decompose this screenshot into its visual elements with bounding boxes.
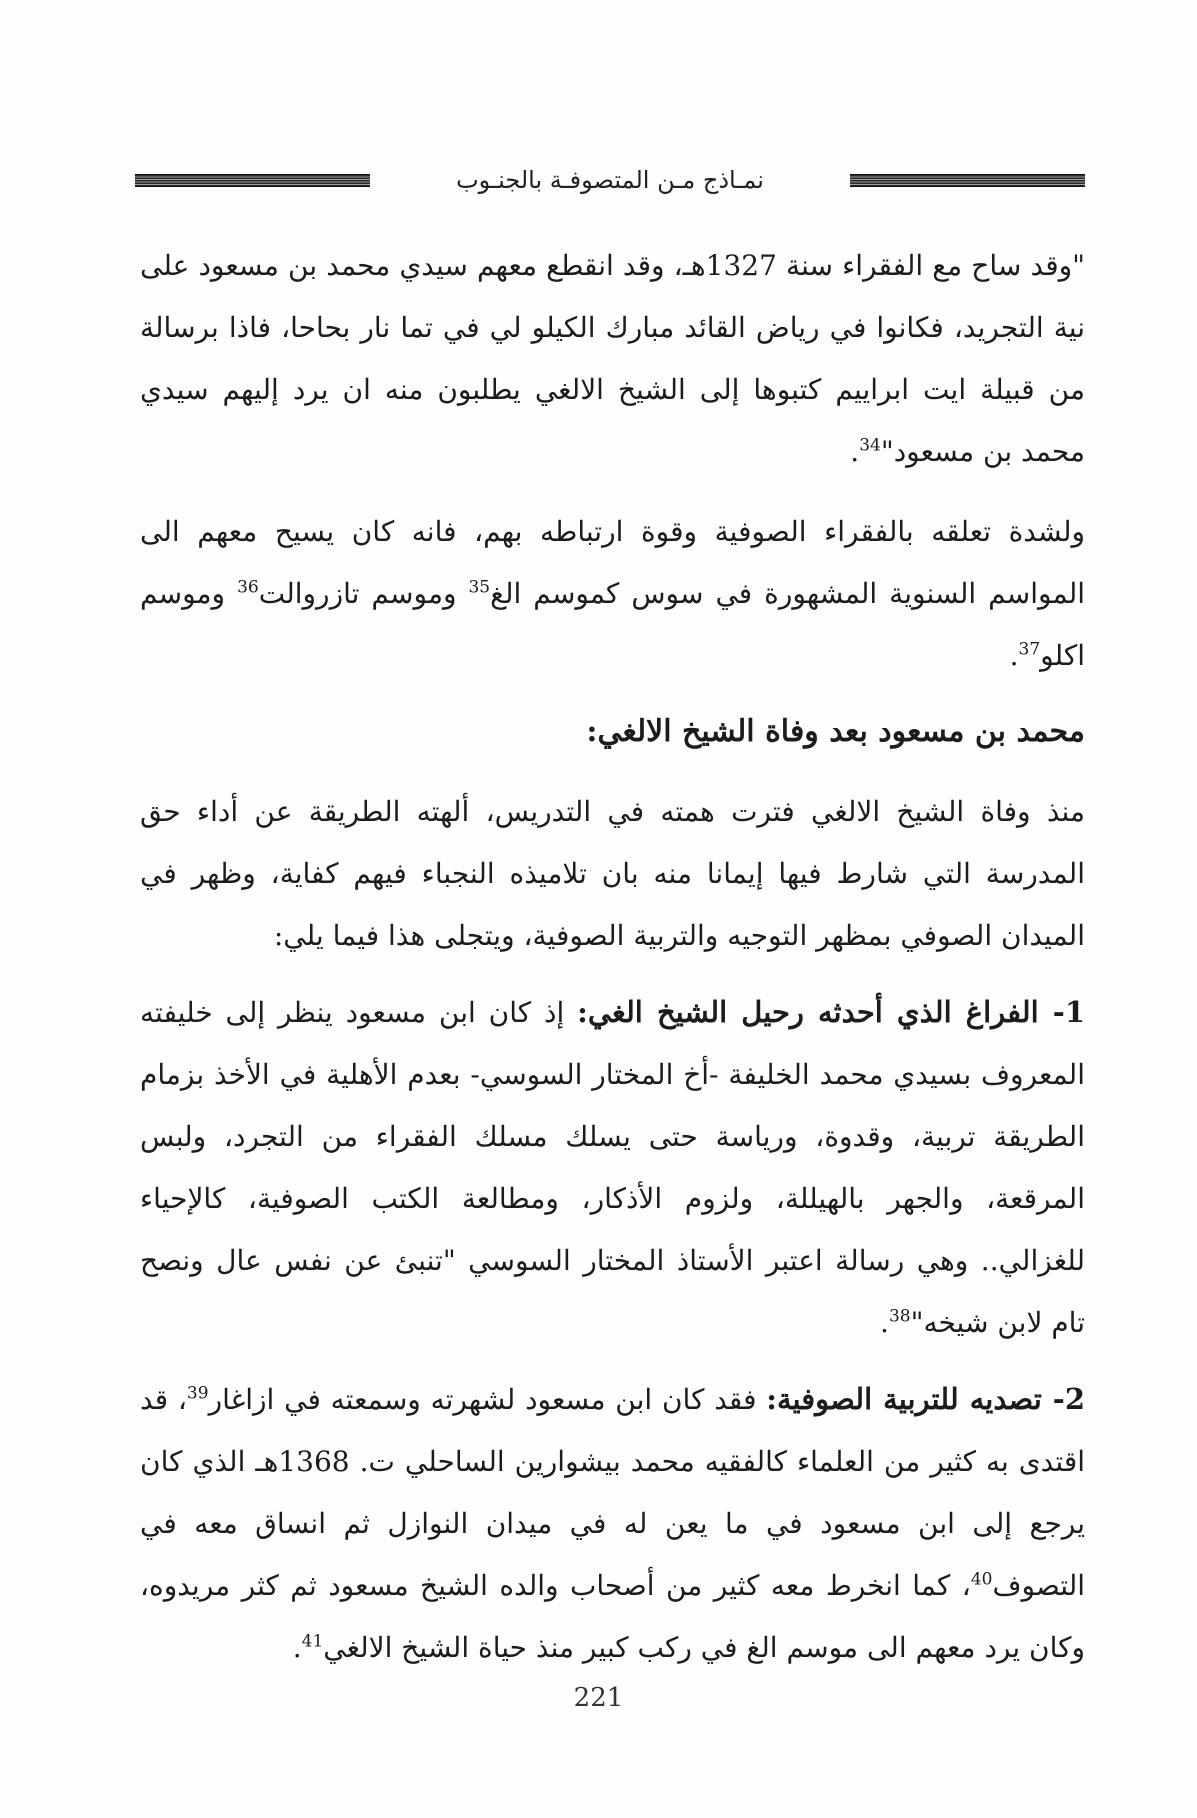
running-header	[135, 160, 1085, 200]
footnote-ref: 41	[301, 1631, 324, 1652]
footnote-ref: 40	[970, 1569, 993, 1590]
header-title: نمـاذج مـن المتصوفـة بالجنـوب	[456, 166, 764, 194]
footnote-ref: 38	[888, 1306, 911, 1327]
paragraph-text: إذ كان ابن مسعود ينظر إلى خليفته المعروف بسيدي محمد الخليفة -أخ المختار السوسي- بعدم الأهلية في الأخذ بزمام الطريقة تربية، وقدوة، ورياسة حتى يسلك مسلك الفقراء من التجرد، ولبس المرقعة، والجهر بالهيللة، ولزوم الأذكار، ومطالعة الكتب الصوفية، كالإحياء للغزالي.. وهي رسالة اعتبر الأستاذ المختار السوسي "تنبئ عن نفس عال ونصح تام لابن شيخه"	[140, 996, 1085, 1339]
paragraph-end: .	[880, 1306, 889, 1339]
section-heading: محمد بن مسعود بعد وفاة الشيخ الالغي:	[586, 714, 1085, 749]
paragraph-text: ، كما انخرط معه كثير من أصحاب والده الشيخ مسعود ثم كثر مريدوه، وكان يرد معهم الى موسم الغ في ركب كبير منذ حياة الشيخ الالغي	[140, 1569, 1085, 1664]
paragraph-text: وموسم تازروالت	[258, 577, 469, 610]
footnote-ref: 39	[186, 1383, 209, 1404]
body-text	[140, 235, 1085, 1693]
paragraph-point-2	[140, 1368, 1085, 1679]
paragraph-seasons	[140, 501, 1085, 687]
paragraph-end: .	[850, 435, 860, 468]
paragraph-end: .	[292, 1631, 302, 1664]
paragraph-quote	[140, 235, 1085, 483]
footnote-ref: 35	[468, 577, 491, 598]
paragraph-text: فقد كان ابن مسعود لشهرته وسمعته في ازاغار	[208, 1383, 767, 1416]
paragraph-text: وموسم اكلو	[140, 577, 1085, 672]
header-rule-right	[850, 174, 1085, 187]
point-heading: 2- تصديه للتربية الصوفية:	[766, 1382, 1085, 1416]
paragraph-text: "وقد ساح مع الفقراء سنة 1327هـ، وقد انقطع معهم سيدي محمد بن مسعود على نية التجريد، فكانوا في رياض القائد مبارك الكيلو لي في تما نار بحاحا، فاذا برسالة من قبيلة ايت ابراييم كتبوها إلى الشيخ الالغي يطلبون منه ان يرد إليهم سيدي محمد بن مسعود"	[140, 249, 1085, 468]
footnote-ref: 37	[1018, 639, 1041, 660]
paragraph-end: .	[1009, 639, 1019, 672]
paragraph-text: ولشدة تعلقه بالفقراء الصوفية وقوة ارتباطه بهم، فانه كان يسيح معهم الى المواسم السنوية المشهورة في سوس كموسم الغ	[140, 515, 1086, 610]
paragraph-text: منذ وفاة الشيخ الالغي فترت همته في التدريس، ألهته الطريقة عن أداء حق المدرسة التي شارط فيها إيمانا منه بان تلاميذه النجباء فيهم كفاية، وظهر في الميدان الصوفي بمظهر التوجيه والتربية الصوفية، ويتجلى هذا فيما يلي:	[140, 795, 1085, 952]
header-rule-left	[135, 174, 370, 187]
footnote-ref: 36	[237, 577, 259, 598]
point-heading: 1- الفراغ الذي أحدثه رحيل الشيخ الغي:	[577, 995, 1085, 1029]
paragraph-text: ، قد اقتدى به كثير من العلماء كالفقيه محمد بيشوارين الساحلي ت. 1368هـ الذي كان يرجع إلى ابن مسعود في ما يعن له في ميدان النوازل ثم انساق معه في التصوف	[140, 1383, 1085, 1602]
paragraph-point-1	[140, 981, 1085, 1354]
page-number: 221	[573, 1683, 624, 1713]
footnote-ref: 34	[859, 435, 881, 456]
paragraph-intro	[140, 781, 1085, 967]
